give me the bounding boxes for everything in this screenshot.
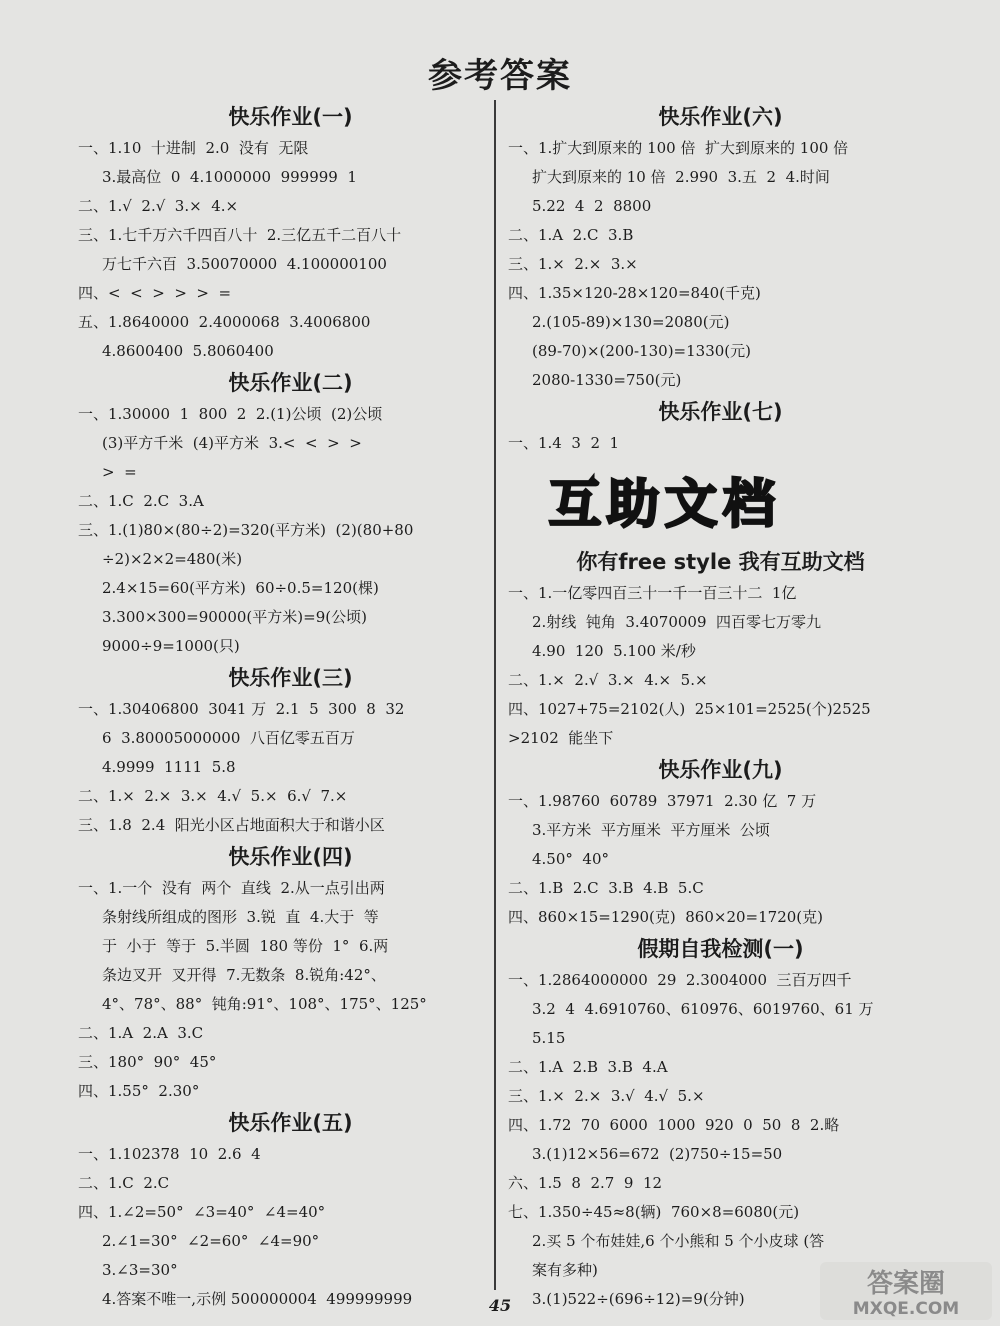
answer-line: 二、1.A 2.A 3.C bbox=[78, 1024, 204, 1042]
section-heading: 快乐作业(四) bbox=[228, 845, 353, 869]
answer-line: 3.(1)522÷(696÷12)=9(分钟) bbox=[532, 1290, 745, 1308]
watermark-text: 互助文档 bbox=[548, 474, 781, 535]
section-heading: 快乐作业(一) bbox=[228, 105, 353, 129]
section-heading: 快乐作业(六) bbox=[658, 105, 783, 129]
answer-line: 三、1.(1)80×(80÷2)=320(平方米) (2)(80+80 bbox=[78, 521, 414, 539]
section-heading: 快乐作业(五) bbox=[228, 1111, 353, 1135]
answer-line: 3.(1)12×56=672 (2)750÷15=50 bbox=[532, 1145, 783, 1163]
answer-line: 扩大到原来的 10 倍 2.990 3.五 2 4.时间 bbox=[532, 168, 830, 186]
right-column bbox=[508, 100, 933, 1314]
answer-line: 3.∠3=30° bbox=[102, 1261, 178, 1279]
answer-line: 4.90 120 5.100 米/秒 bbox=[532, 642, 696, 660]
answer-line: 三、1.× 2.× 3.× bbox=[508, 255, 638, 273]
answer-line: 二、1.C 2.C bbox=[78, 1174, 170, 1192]
section-heading: 快乐作业(七) bbox=[658, 400, 783, 424]
answer-line: 2080-1330=750(元) bbox=[532, 371, 682, 389]
answer-line: 一、1.102378 10 2.6 4 bbox=[78, 1145, 261, 1163]
section-heading: 快乐作业(三) bbox=[228, 666, 353, 690]
answer-line: 三、1.× 2.× 3.√ 4.√ 5.× bbox=[508, 1087, 705, 1105]
answer-line: 四、< < > > > = bbox=[78, 284, 232, 302]
section-heading: 快乐作业(九) bbox=[658, 758, 783, 782]
answer-line: 四、860×15=1290(克) 860×20=1720(克) bbox=[508, 908, 824, 926]
answer-line: 一、1.扩大到原来的 100 倍 扩大到原来的 100 倍 bbox=[508, 139, 849, 157]
answer-line: 五、1.8640000 2.4000068 3.4006800 bbox=[78, 313, 371, 331]
answer-line: 于 小于 等于 5.半圆 180 等份 1° 6.两 bbox=[102, 937, 389, 955]
answer-line: >2102 能坐下 bbox=[508, 729, 614, 747]
answer-line: (89-70)×(200-130)=1330(元) bbox=[532, 342, 751, 360]
answer-line: 2.∠1=30° ∠2=60° ∠4=90° bbox=[102, 1232, 320, 1250]
answer-line: 三、1.七千万六千四百八十 2.三亿五千二百八十 bbox=[78, 226, 402, 244]
answer-line: 二、1.A 2.B 3.B 4.A bbox=[508, 1058, 668, 1076]
answer-line: 6 3.80005000000 八百亿零五百万 bbox=[102, 729, 355, 747]
answer-line: 2.(105-89)×130=2080(元) bbox=[532, 313, 730, 331]
answer-line: 案有多种) bbox=[532, 1261, 598, 1279]
answer-line: 一、1.98760 60789 37971 2.30 亿 7 万 bbox=[508, 792, 817, 810]
answer-line: 条射线所组成的图形 3.锐 直 4.大于 等 bbox=[102, 908, 379, 926]
answer-line: 3.平方米 平方厘米 平方厘米 公顷 bbox=[532, 821, 770, 839]
answer-line: 二、1.× 2.× 3.× 4.√ 5.× 6.√ 7.× bbox=[78, 787, 348, 805]
answer-line: 5.15 bbox=[532, 1029, 566, 1047]
answer-line: 三、180° 90° 45° bbox=[78, 1053, 217, 1071]
answer-line: 3.最高位 0 4.1000000 999999 1 bbox=[102, 168, 357, 186]
answer-line: 三、1.8 2.4 阳光小区占地面积大于和谐小区 bbox=[78, 816, 385, 834]
page-title: 参考答案 bbox=[428, 56, 572, 96]
answer-line: 四、1.55° 2.30° bbox=[78, 1082, 200, 1100]
answer-line: 5.22 4 2 8800 bbox=[532, 197, 652, 215]
answer-line: 2.4×15=60(平方米) 60÷0.5=120(棵) bbox=[102, 579, 379, 597]
svg-text:MXQE.COM: MXQE.COM bbox=[852, 1299, 960, 1319]
section-heading: 假期自我检测(一) bbox=[637, 937, 804, 961]
section-heading: 快乐作业(二) bbox=[228, 371, 353, 395]
answer-line: 4.50° 40° bbox=[532, 850, 610, 868]
answer-line: 一、1.一亿零四百三十一千一百三十二 1亿 bbox=[508, 584, 797, 602]
answer-line: 四、1.72 70 6000 1000 920 0 50 8 2.略 bbox=[508, 1116, 840, 1134]
answer-line: 四、1.35×120-28×120=840(千克) bbox=[508, 284, 761, 302]
answer-line: 条边叉开 叉开得 7.无数条 8.锐角:42°、 bbox=[102, 966, 386, 984]
svg-text:答案圈: 答案圈 bbox=[866, 1269, 946, 1299]
answer-line: 六、1.5 8 2.7 9 12 bbox=[508, 1174, 663, 1192]
answer-line: 4.8600400 5.8060400 bbox=[102, 342, 274, 360]
answer-line: 四、1.∠2=50° ∠3=40° ∠4=40° bbox=[78, 1203, 326, 1221]
answer-line: 一、1.30000 1 800 2 2.(1)公顷 (2)公顷 bbox=[78, 405, 383, 423]
brand-logo bbox=[820, 1262, 992, 1320]
watermark-stamp bbox=[510, 458, 820, 540]
answer-line: > = bbox=[102, 463, 137, 481]
answer-line: 二、1.× 2.√ 3.× 4.× 5.× bbox=[508, 671, 708, 689]
answer-line: 二、1.A 2.C 3.B bbox=[508, 226, 634, 244]
answer-line: 七、1.350÷45≈8(辆) 760×8=6080(元) bbox=[508, 1203, 800, 1221]
answer-line: 4.答案不唯一,示例 500000004 499999999 bbox=[102, 1290, 413, 1308]
answer-line: 二、1.√ 2.√ 3.× 4.× bbox=[78, 197, 239, 215]
answer-line: 9000÷9=1000(只) bbox=[102, 637, 240, 655]
answer-line: 二、1.C 2.C 3.A bbox=[78, 492, 204, 510]
answer-line: 2.买 5 个布娃娃,6 个小熊和 5 个小皮球 (答 bbox=[532, 1232, 825, 1250]
answer-line: 3.2 4 4.6910760、610976、6019760、61 万 bbox=[532, 1000, 874, 1018]
answer-line: 一、1.30406800 3041 万 2.1 5 300 8 32 bbox=[78, 700, 405, 718]
answer-line: 2.射线 钝角 3.4070009 四百零七万零九 bbox=[532, 613, 822, 631]
answer-line: (3)平方千米 (4)平方米 3.< < > > bbox=[102, 434, 362, 452]
answer-line: 4.9999 1111 5.8 bbox=[102, 758, 236, 776]
answer-line: 一、1.2864000000 29 2.3004000 三百万四千 bbox=[508, 971, 852, 989]
section-heading: 你有free style 我有互助文档 bbox=[576, 550, 865, 574]
answer-line: 四、1027+75=2102(人) 25×101=2525(个)2525 bbox=[508, 700, 871, 718]
answer-line: ÷2)×2×2=480(米) bbox=[102, 550, 243, 568]
answer-line: 一、1.4 3 2 1 bbox=[508, 434, 620, 452]
answer-line: 二、1.B 2.C 3.B 4.B 5.C bbox=[508, 879, 704, 897]
answer-line: 一、1.10 十进制 2.0 没有 无限 bbox=[78, 139, 309, 157]
page-number: 45 bbox=[488, 1296, 512, 1315]
answer-line: 一、1.一个 没有 两个 直线 2.从一点引出两 bbox=[78, 879, 385, 897]
answer-line: 万七千六百 3.50070000 4.100000100 bbox=[102, 255, 387, 273]
answer-line: 3.300×300=90000(平方米)=9(公顷) bbox=[102, 608, 367, 626]
left-column bbox=[78, 100, 503, 1314]
answer-line: 4°、78°、88° 钝角:91°、108°、175°、125° bbox=[102, 995, 427, 1013]
